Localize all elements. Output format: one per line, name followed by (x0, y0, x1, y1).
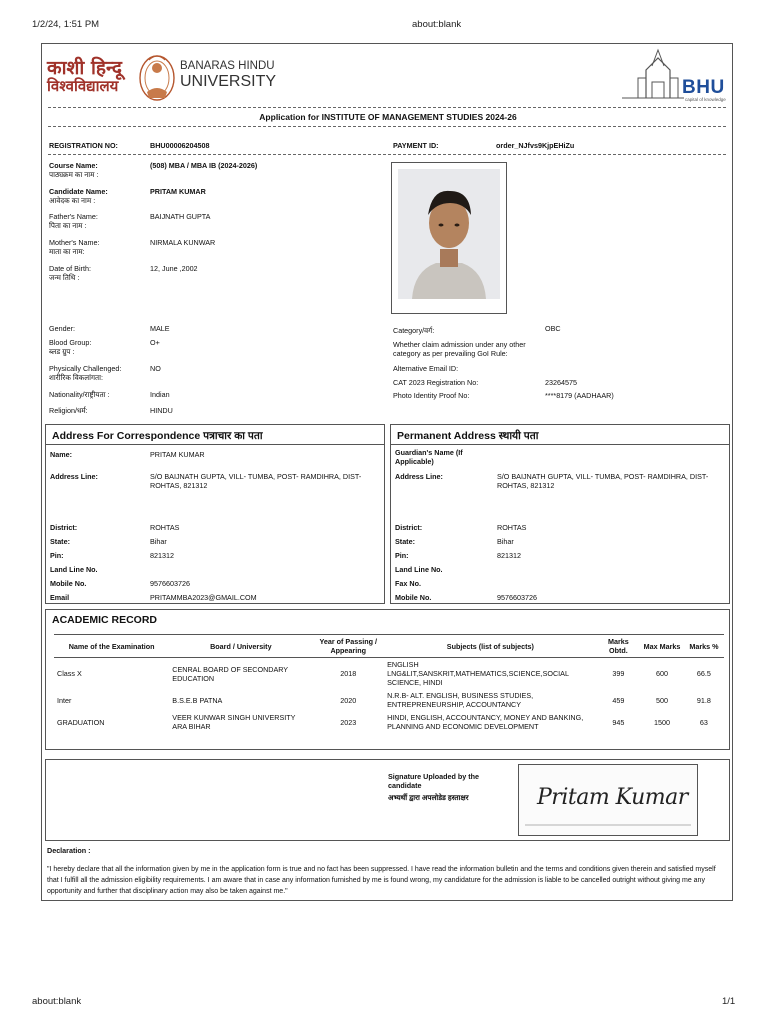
registration-label: REGISTRATION NO: (49, 141, 118, 150)
corr-address-value: S/O BAIJNATH GUPTA, VILL- TUMBA, POST- RAMDIHRA, DIST- ROHTAS, 821312 (150, 472, 362, 490)
corr-email-label: Email (50, 593, 70, 602)
signature-box (45, 759, 730, 841)
candidate-name-label-hindi: आवेदक का नाम : (49, 196, 96, 205)
blood-group-label-hindi: ब्लड ग्रुप : (49, 347, 75, 356)
dob-label: Date of Birth: (49, 264, 91, 273)
marks-obtained: 399 (612, 669, 625, 678)
nationality-label: Nationality/राष्ट्रीयता : (49, 390, 110, 399)
mother-name-label-hindi: माता का नाम: (49, 247, 85, 256)
col-marks-obtained: Marks Obtd. (597, 635, 641, 658)
corr-mobile-value: 9576603726 (150, 579, 190, 588)
father-name-label-hindi: पिता का नाम : (49, 221, 87, 230)
pwd-value: NO (150, 364, 161, 373)
bhu-english-logo (180, 60, 276, 91)
perm-state-label: State: (395, 537, 415, 546)
divider (48, 126, 726, 127)
permanent-address-box (390, 424, 730, 604)
cat-reg-label: CAT 2023 Registration No: (393, 378, 479, 387)
corr-state-value: Bihar (150, 537, 167, 546)
col-subjects: Subjects (list of subjects) (384, 635, 596, 658)
print-footer-url: about:blank (32, 996, 82, 1007)
course-label: Course Name: (49, 161, 98, 170)
application-sheet (41, 43, 733, 901)
perm-district-value: ROHTAS (497, 523, 527, 532)
mother-label-block (49, 238, 145, 256)
exam-name: GRADUATION (57, 717, 105, 727)
corr-name-label: Name: (50, 450, 72, 459)
corr-address-label: Address Line: (50, 472, 98, 481)
corr-district-label: District: (50, 523, 78, 532)
signature-label: Signature Uploaded by the candidate (388, 772, 480, 790)
candidate-label-block (49, 187, 145, 205)
corr-mobile-label: Mobile No. (50, 579, 87, 588)
category-label: Category/वर्ग: (393, 326, 435, 335)
divider (391, 444, 729, 445)
other-category-label: Whether claim admission under any other category as per prevailing GoI Rule: (393, 340, 526, 358)
academic-table (54, 634, 724, 733)
perm-state-value: Bihar (497, 537, 514, 546)
year: 2020 (340, 695, 357, 705)
correspondence-address-box (45, 424, 385, 604)
alt-email-label: Alternative Email ID: (393, 364, 459, 373)
candidate-name-value: PRITAM KUMAR (150, 187, 206, 196)
logo-hindi-line2: विश्वविद्यालय (47, 77, 119, 95)
divider (48, 107, 726, 108)
perm-fax-label: Fax No. (395, 579, 421, 588)
course-label-block (49, 161, 145, 179)
blood-group-label-block (49, 338, 145, 356)
subjects: N.R.B- ALT. ENGLISH, BUSINESS STUDIES, ENTREPRENEURSHIP, ACCOUNTANCY (387, 691, 534, 709)
signature-handwriting: Pritam Kumar (537, 785, 688, 810)
exam-name: Inter (57, 695, 72, 705)
correspondence-title (52, 429, 263, 443)
correspondence-title-hi: पत्राचार का पता (203, 430, 263, 442)
table-row (54, 711, 724, 733)
course-value: (508) MBA / MBA IB (2024-2026) (150, 161, 258, 170)
corr-name-value: PRITAM KUMAR (150, 450, 205, 459)
photo-id-value: ****8179 (AADHAAR) (545, 391, 614, 400)
application-title: Application for INSTITUTE OF MANAGEMENT STUDIES 2024-26 (259, 112, 517, 122)
perm-landline-label: Land Line No. (395, 565, 443, 574)
board: CENRAL BOARD OF SECONDARY EDUCATION (172, 664, 288, 683)
perm-mobile-label: Mobile No. (395, 593, 432, 602)
col-marks-percent: Marks % (684, 635, 724, 658)
signature-label-hindi: अभ्यर्थी द्वारा अपलोडेड हस्ताक्षर (388, 793, 469, 802)
divider (48, 154, 726, 155)
logo-en-line2: UNIVERSITY (180, 73, 277, 90)
dob-value: 12, June ,2002 (150, 264, 198, 273)
logo-hindi-line1: काशी हिन्दू (47, 57, 122, 79)
marks-obtained: 459 (612, 695, 625, 705)
father-label-block (49, 212, 145, 230)
corr-state-label: State: (50, 537, 70, 546)
academic-header-row (54, 635, 724, 658)
marks-percent: 66.5 (696, 669, 711, 678)
max-marks: 1500 (654, 717, 671, 727)
max-marks: 600 (656, 669, 669, 678)
cat-reg-value: 23264575 (545, 378, 577, 387)
religion-label: Religion/धर्म: (49, 406, 88, 415)
gender-value: MALE (150, 324, 170, 333)
exam-name: Class X (57, 669, 82, 678)
perm-pin-label: Pin: (395, 551, 409, 560)
print-page-count: 1/1 (722, 996, 736, 1007)
corr-landline-label: Land Line No. (50, 565, 98, 574)
marks-percent: 63 (699, 717, 708, 727)
academic-record-box (45, 609, 730, 750)
signature-image (518, 764, 698, 836)
bhu-hindi-logo (47, 58, 122, 95)
perm-pin-value: 821312 (497, 551, 521, 560)
board: B.S.E.B PATNA (172, 695, 223, 705)
bhu-logo-text: BHU (682, 77, 725, 98)
table-row (54, 689, 724, 711)
table-row (54, 658, 724, 690)
perm-mobile-value: 9576603726 (497, 593, 537, 602)
permanent-title (397, 429, 538, 443)
dob-label-hindi: जन्म तिथि : (49, 273, 80, 282)
year: 2018 (340, 669, 357, 678)
academic-title: ACADEMIC RECORD (52, 614, 157, 626)
marks-percent: 91.8 (696, 695, 711, 705)
father-name-value: BAIJNATH GUPTA (150, 212, 211, 221)
pwd-label-hindi: शारीरिक विकलांगता: (49, 373, 103, 382)
divider (46, 444, 384, 445)
subjects: HINDI, ENGLISH, ACCOUNTANCY, MONEY AND BANKING, PLANNING AND ECONOMIC DEVELOPMENT (387, 713, 584, 731)
perm-address-value: S/O BAIJNATH GUPTA, VILL- TUMBA, POST- RAMDIHRA, DIST- ROHTAS, 821312 (497, 472, 709, 490)
blood-group-label: Blood Group: (49, 338, 92, 347)
perm-address-label: Address Line: (395, 472, 443, 481)
max-marks: 500 (656, 695, 669, 705)
col-board: Board / University (169, 635, 312, 658)
permanent-title-en: Permanent Address (397, 430, 496, 442)
pwd-label: Physically Challenged: (49, 364, 122, 373)
bhu-emblem-icon (135, 48, 179, 106)
perm-district-label: District: (395, 523, 423, 532)
guardian-label: Guardian's Name (If Applicable) (395, 448, 463, 466)
religion-value: HINDU (150, 406, 173, 415)
board: VEER KUNWAR SINGH UNIVERSITY ARA BIHAR (172, 713, 296, 731)
payment-id-value: order_NJfvs9KjpEHiZu (496, 141, 575, 150)
dob-label-block (49, 264, 145, 282)
permanent-title-hi: स्थायी पता (498, 430, 539, 442)
registration-value: BHU00006204508 (150, 141, 210, 150)
father-name-label: Father's Name: (49, 212, 98, 221)
mother-name-label: Mother's Name: (49, 238, 100, 247)
nationality-value: Indian (150, 390, 170, 399)
print-page-title: about:blank (412, 19, 462, 30)
pwd-label-block (49, 364, 145, 382)
col-exam-name: Name of the Examination (54, 635, 169, 658)
logo-en-line1: BANARAS HINDU (180, 60, 275, 72)
col-year: Year of Passing / Appearing (312, 635, 384, 658)
corr-pin-value: 821312 (150, 551, 174, 560)
photo-id-label: Photo Identity Proof No: (393, 391, 470, 400)
blood-group-value: O+ (150, 338, 160, 347)
corr-email-value: PRITAMMBA2023@GMAIL.COM (150, 593, 257, 602)
declaration-title: Declaration : (47, 846, 91, 855)
corr-district-value: ROHTAS (150, 523, 180, 532)
col-max-marks: Max Marks (640, 635, 684, 658)
candidate-photo (391, 162, 507, 314)
marks-obtained: 945 (612, 717, 625, 727)
payment-id-label: PAYMENT ID: (393, 141, 439, 150)
gender-label: Gender: (49, 324, 75, 333)
candidate-name-label: Candidate Name: (49, 187, 108, 196)
print-datetime: 1/2/24, 1:51 PM (32, 19, 100, 30)
bhu-tagline: capital of knowledge (685, 97, 726, 102)
subjects: ENGLISH LNG&LIT,SANSKRIT,MATHEMATICS,SCIENCE,SOCIAL SCIENCE, HINDI (387, 660, 569, 687)
mother-name-value: NIRMALA KUNWAR (150, 238, 216, 247)
correspondence-title-en: Address For Correspondence (52, 430, 201, 442)
category-value: OBC (545, 324, 561, 333)
corr-pin-label: Pin: (50, 551, 64, 560)
declaration-text: "I hereby declare that all the information given by me in the application form is true and no fact has been suppressed. I have read the information bulletin and the terms and conditions given therein and satisfied myself that I fulfill all the admission eligibility requirements. I am aware that in case any information furnished by me is found wrong, my candidature for the admission is liable to be cancelled outright without giving me any opportunity and further that disciplinary action may also be taken against me." (47, 866, 716, 895)
year: 2023 (340, 717, 357, 727)
course-label-hindi: पाठ्यक्रम का नाम : (49, 170, 99, 179)
